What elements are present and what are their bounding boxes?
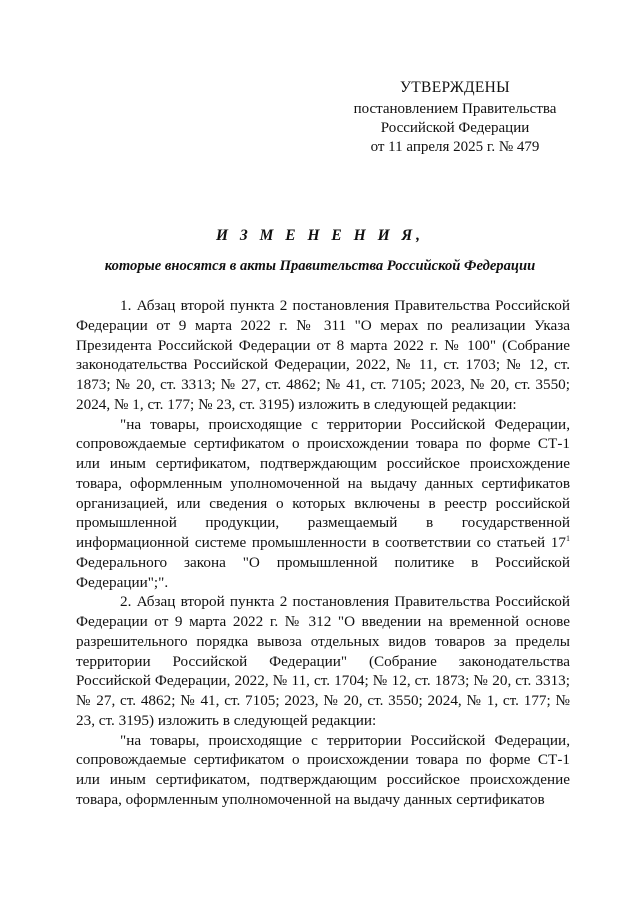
paragraph-2: 2. Абзац второй пункта 2 постановления Правительства Российской Федерации от 9 марта 2022 г. № 312 "О введении на временной основе разрешительного порядка вывоза отдельных видов товаров за пределы территории Российской Федерации" (Собрание законодательства Российской Федерации, 2022, № 11, ст. 1704; № 12, ст. 1873; № 20, ст. 3313; № 27, ст. 4862; № 41, ст. 7105; 2023, № 20, ст. 3550; 2024, № 1, ст. 177; № 23, ст. 3195) изложить в следующей редакции: [76, 593, 570, 729]
quote-1-superscript: 1 [566, 534, 570, 543]
approval-line-2: Российской Федерации [380, 120, 530, 136]
approval-line-3: от 11 апреля 2025 г. № 479 [370, 139, 540, 155]
document-heading [70, 226, 570, 276]
approval-block [340, 78, 570, 157]
quote-2: "на товары, происходящие с территории Российской Федерации, сопровождаемые сертификатом о происхождении товара по форме СТ-1 или иным сертификатом, подтверждающим российское происхождение товара, оформленным уполномоченной на выдачу данных сертификатов [76, 731, 570, 808]
document-subtitle: которые вносятся в акты Правительства Российской Федерации [104, 258, 536, 274]
approval-title: УТВЕРЖДЕНЫ [400, 79, 510, 96]
quote-1 [76, 415, 570, 593]
quote-1-tail: Федерального закона "О промышленной политике в Российской Федерации";". [76, 553, 570, 591]
document-body [76, 296, 570, 810]
quote-1-text: "на товары, происходящие с территории Российской Федерации, сопровождаемые сертификатом о происхождении товара по форме СТ-1 или иным сертификатом, подтверждающим российское происхождение товара, оформленным уполномоченной на выдачу данных сертификатов организацией, или сведения о которых включены в реестр российской промышленной продукции, размещаемый в государственной информационной системе промышленности в соответствии со статьей 17 [76, 415, 570, 551]
approval-line-1: постановлением Правительства [353, 101, 557, 117]
document-title: И З М Е Н Е Н И Я, [215, 227, 425, 244]
paragraph-1: 1. Абзац второй пункта 2 постановления Правительства Российской Федерации от 9 марта 2022 г. № 311 "О мерах по реализации Указа Президента Российской Федерации от 8 марта 2022 г. № 100" (Собрание законодательства Российской Федерации, 2022, № 11, ст. 1703; № 12, ст. 1873; № 20, ст. 3313; № 27, ст. 4862; № 41, ст. 7105; 2023, № 20, ст. 3550; 2024, № 1, ст. 177; № 23, ст. 3195) изложить в следующей редакции: [76, 297, 570, 413]
